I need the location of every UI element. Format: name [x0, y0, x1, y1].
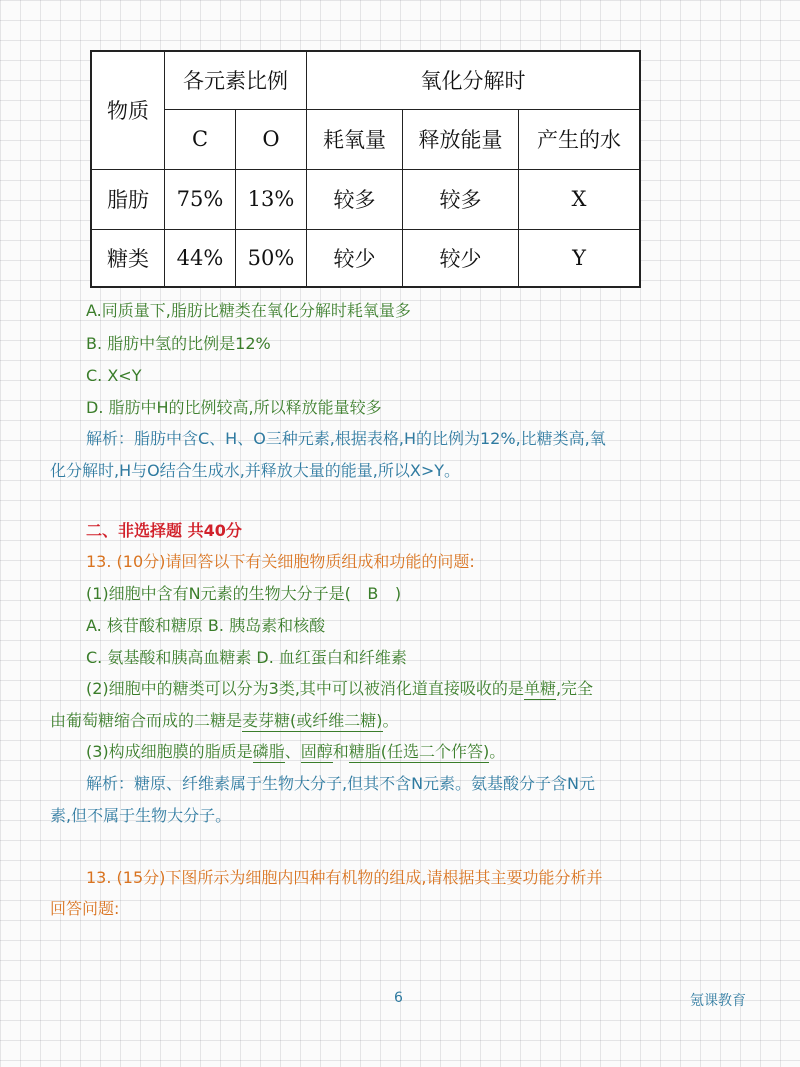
- part-2-end: 。: [382, 711, 399, 730]
- row-o: 50%: [236, 229, 307, 287]
- part-2-answer-2: 麦芽糖(或纤维二糖): [242, 711, 383, 730]
- header-oxidation-group: 氧化分解时: [307, 51, 641, 109]
- part-2-mid: ,完全: [555, 679, 594, 698]
- row-c: 44%: [165, 229, 236, 287]
- analysis-line-2: 化分解时,H与O结合生成水,并释放大量的能量,所以X>Y。: [50, 461, 461, 480]
- header-energy-release: 释放能量: [403, 109, 519, 169]
- question-13-title: 13. (10分)请回答以下有关细胞物质组成和功能的问题:: [86, 552, 475, 571]
- header-water-produced: 产生的水: [519, 109, 641, 169]
- header-substance: 物质: [91, 51, 165, 169]
- question-13-part-1: [50, 584, 800, 604]
- part-2-answer-1: 单糖: [523, 679, 556, 698]
- part-1-suffix: ): [394, 584, 402, 603]
- part-3-answer-3: 糖脂(任选二个作答): [348, 742, 490, 761]
- question-13b-line-2: 回答问题:: [50, 899, 120, 918]
- part-1-options-ab: A. 核苷酸和糖原 B. 胰岛素和核酸: [86, 616, 326, 635]
- row-oxygen: 较少: [307, 229, 403, 287]
- header-ratio-group: 各元素比例: [165, 51, 307, 109]
- question-13-part-2-line-2: [50, 711, 770, 731]
- row-energy: 较多: [403, 169, 519, 229]
- header-oxygen-use: 耗氧量: [307, 109, 403, 169]
- question-13-part-2: [50, 679, 800, 699]
- part-1-options-cd: C. 氨基酸和胰高血糖素 D. 血红蛋白和纤维素: [86, 648, 407, 667]
- row-o: 13%: [236, 169, 307, 229]
- part-1-answer: B: [367, 584, 379, 603]
- option-a: A.同质量下,脂肪比糖类在氧化分解时耗氧量多: [86, 301, 411, 320]
- q13-analysis-line-1: 解析：糖原、纤维素属于生物大分子,但其不含N元素。氨基酸分子含N元: [86, 774, 596, 793]
- header-c: C: [165, 109, 236, 169]
- section-title: 二、非选择题 共40分: [86, 521, 242, 540]
- part-3-end: 。: [489, 742, 506, 761]
- header-o: O: [236, 109, 307, 169]
- q13-analysis-line-2: 素,但不属于生物大分子。: [50, 806, 232, 825]
- brand-label: 氪课教育: [690, 993, 746, 1009]
- part-2-prefix: (2)细胞中的糖类可以分为3类,其中可以被消化道直接吸收的是: [86, 679, 524, 698]
- part-2-line2-prefix: 由葡萄糖缩合而成的二糖是: [50, 711, 243, 730]
- part-3-answer-2: 固醇: [300, 742, 333, 761]
- question-13-part-3: [50, 742, 800, 762]
- row-energy: 较少: [403, 229, 519, 287]
- row-water: X: [519, 169, 641, 229]
- part-3-prefix: (3)构成细胞膜的脂质是: [86, 742, 253, 761]
- option-b: B. 脂肪中氢的比例是12%: [86, 334, 271, 353]
- row-name: 糖类: [91, 229, 165, 287]
- part-3-answer-1: 磷脂: [252, 742, 285, 761]
- question-13b-line-1: 13. (15分)下图所示为细胞内四种有机物的组成,请根据其主要功能分析并: [86, 868, 603, 887]
- option-d: D. 脂肪中H的比例较高,所以释放能量较多: [86, 398, 382, 417]
- page-number: 6: [394, 990, 403, 1006]
- analysis-line-1: 解析：脂肪中含C、H、O三种元素,根据表格,H的比例为12%,比糖类高,氧: [86, 429, 606, 448]
- element-ratio-table: [90, 50, 641, 288]
- row-name: 脂肪: [91, 169, 165, 229]
- table-row: [91, 169, 640, 229]
- option-c: C. X<Y: [86, 366, 142, 385]
- row-water: Y: [519, 229, 641, 287]
- part-3-sep: 、: [284, 742, 301, 761]
- part-1-prefix: (1)细胞中含有N元素的生物大分子是(: [86, 584, 351, 603]
- row-oxygen: 较多: [307, 169, 403, 229]
- table-row: [91, 229, 640, 287]
- part-3-and: 和: [332, 742, 349, 761]
- row-c: 75%: [165, 169, 236, 229]
